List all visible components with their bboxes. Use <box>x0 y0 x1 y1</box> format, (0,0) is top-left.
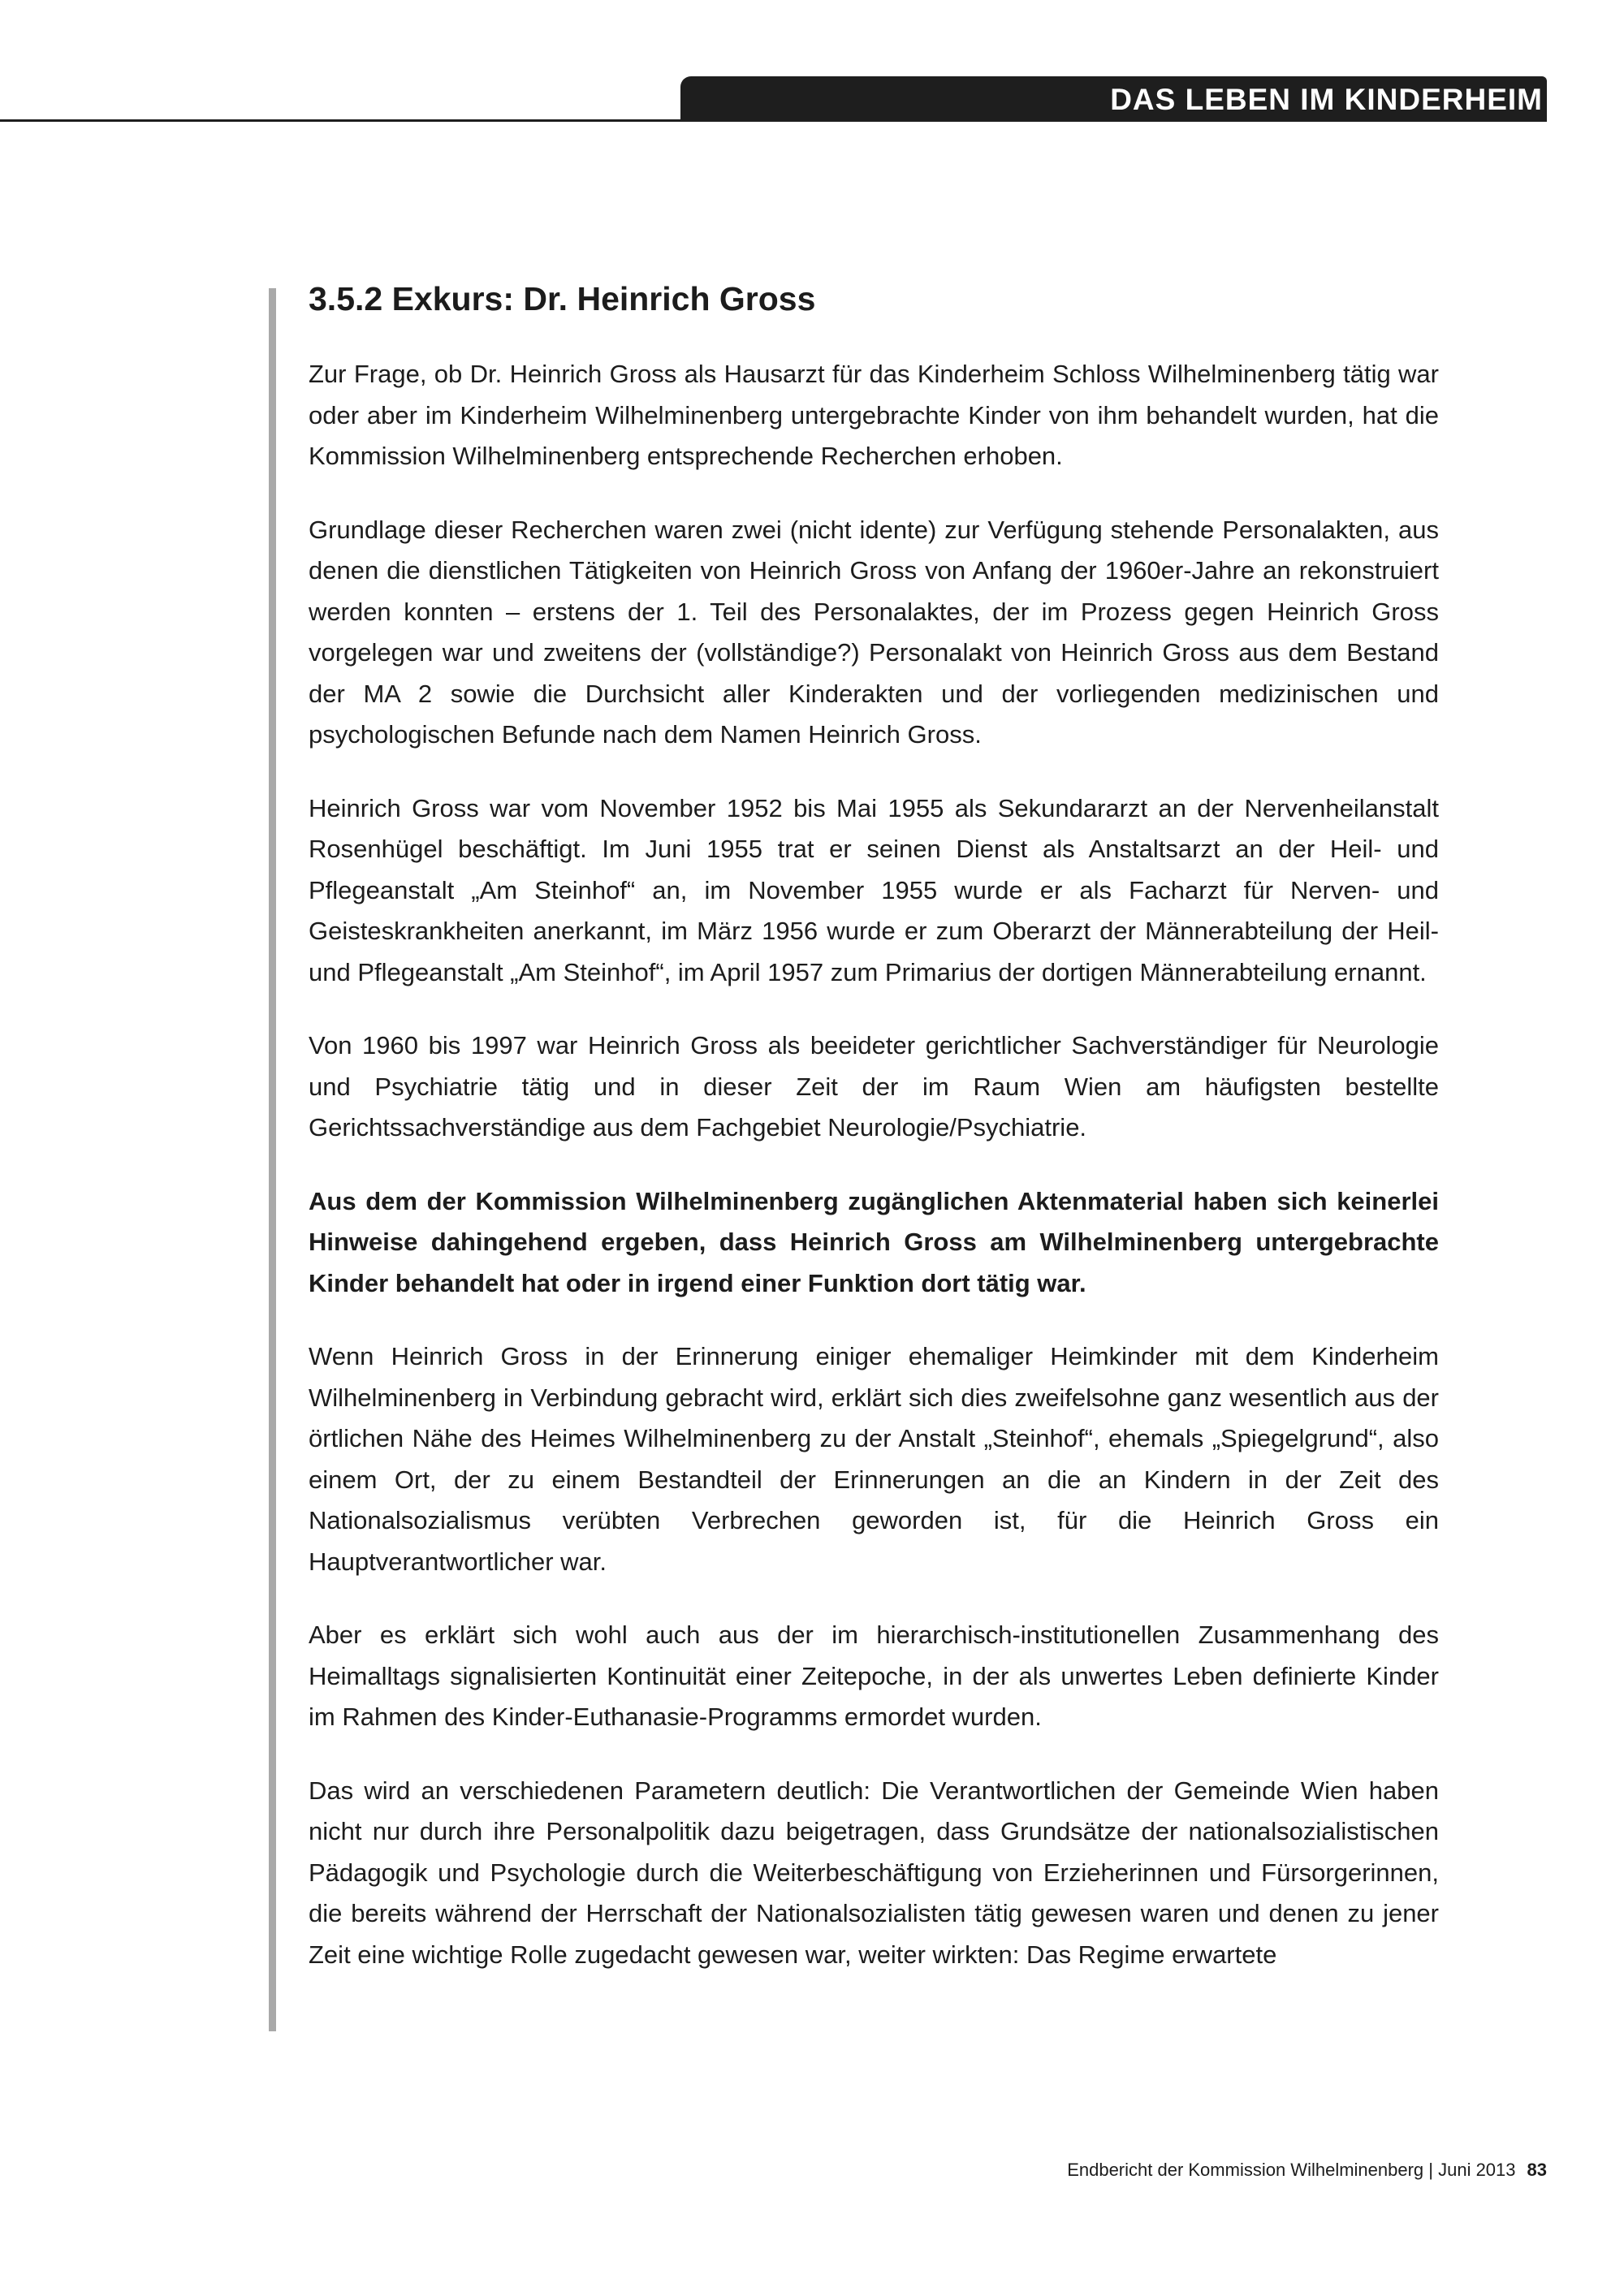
main-content <box>309 274 1439 1975</box>
paragraph-4: Von 1960 bis 1997 war Heinrich Gross als beeideter gerichtlicher Sachverständiger für Neurologie und Psychiatrie tätig und in dieser Zeit der im Raum Wien am häufigsten bestellte Gerichtssachverständige aus dem Fachgebiet Neurologie/Psychiatrie. <box>309 1031 1439 1142</box>
page-footer <box>1067 2158 1547 2182</box>
section-heading: 3.5.2 Exkurs: Dr. Heinrich Gross <box>309 280 816 317</box>
paragraph-8: Das wird an verschiedenen Parametern deutlich: Die Verantwortlichen der Gemeinde Wien haben nicht nur durch ihre Personalpolitik dazu beigetragen, dass Grundsätze der nationalsozialistischen Pädagogik und Psychologie durch die Weiterbeschäftigung von Erzieherinnen und Fürsorgerinnen, die bereits während der Herrschaft der Nationalsozialisten tätig gewesen waren und denen zu jener Zeit eine wichtige Rolle zugedacht gewesen war, weiter wirkten: Das Regime erwartete <box>309 1776 1439 1969</box>
paragraph-2: Grundlage dieser Recherchen waren zwei (nicht idente) zur Verfügung stehende Personalakten, aus denen die dienstlichen Tätigkeiten von Heinrich Gross von Anfang der 1960er-Jahre an rekonstruiert werden konnten – erstens der 1. Teil des Personalaktes, der im Prozess gegen Heinrich Gross vorgelegen war und zweitens der (vollständige?) Personalakt von Heinrich Gross aus dem Bestand der MA 2 sowie die Durchsicht aller Kinderakten und der vorliegenden medizinischen und psychologischen Befunde nach dem Namen Heinrich Gross. <box>309 515 1439 749</box>
page-number: 83 <box>1527 2160 1547 2180</box>
paragraph-1: Zur Frage, ob Dr. Heinrich Gross als Hausarzt für das Kinderheim Schloss Wilhelminenberg tätig war oder aber im Kinderheim Wilhelminenberg untergebrachte Kinder von ihm behandelt wurden, hat die Kommission Wilhelminenberg entsprechende Recherchen erhoben. <box>309 360 1439 470</box>
section-side-bar <box>269 288 276 2031</box>
running-header-title: DAS LEBEN IM KINDERHEIM <box>1110 83 1543 116</box>
paragraph-7: Aber es erklärt sich wohl auch aus der im hierarchisch-institutionellen Zusammenhang des Heimalltags signalisierten Kontinuität einer Zeitepoche, in der als unwertes Leben definierte Kinder im Rahmen des Kinder-Euthanasie-Programms ermordet wurden. <box>309 1621 1439 1731</box>
paragraph-3: Heinrich Gross war vom November 1952 bis Mai 1955 als Sekundararzt an der Nervenheilanstalt Rosenhügel beschäftigt. Im Juni 1955 trat er seinen Dienst als Anstaltsarzt an der Heil- und Pflegeanstalt „Am Steinhof“ an, im November 1955 wurde er als Facharzt für Nerven- und Geisteskrankheiten anerkannt, im März 1956 wurde er zum Oberarzt der Männerabteilung der Heil- und Pflegeanstalt „Am Steinhof“, im April 1957 zum Primarius der dortigen Männerabteilung ernannt. <box>309 793 1439 986</box>
paragraph-6: Wenn Heinrich Gross in der Erinnerung einiger ehemaliger Heimkinder mit dem Kinderheim Wilhelminenberg in Verbindung gebracht wird, erklärt sich dies zweifelsohne ganz wesentlich aus der örtlichen Nähe des Heimes Wilhelminenberg zu der Anstalt „Steinhof“, ehemals „Spiegelgrund“, also einem Ort, der zu einem Bestandteil der Erinnerungen an die an Kindern in der Zeit des Nationalsozialismus verübten Verbrechen geworden ist, für die Heinrich Gross ein Hauptverantwortlicher war. <box>309 1342 1439 1576</box>
paragraph-5-bold-finding: Aus dem der Kommission Wilhelminenberg zugänglichen Aktenmaterial haben sich keinerlei Hinweise dahingehend ergeben, dass Heinrich Gross am Wilhelminenberg untergebrachte Kinder behandelt hat oder in irgend einer Funktion dort tätig war. <box>309 1186 1439 1297</box>
footer-text: Endbericht der Kommission Wilhelminenberg | Juni 2013 <box>1067 2160 1516 2180</box>
